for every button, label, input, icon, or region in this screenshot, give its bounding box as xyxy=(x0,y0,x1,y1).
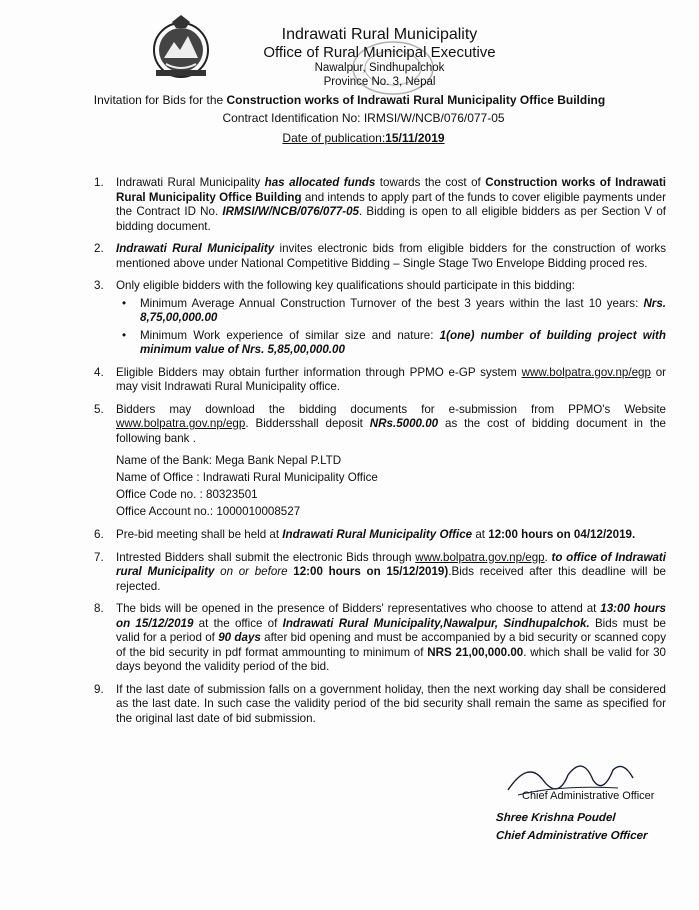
clause-7 xyxy=(94,551,666,595)
contract-id: Contract Identification No: IRMSI/W/NCB/076/077-05 xyxy=(222,111,505,125)
egp-link[interactable]: www.bolpatra.gov.np/egp xyxy=(521,365,651,379)
bullet-icon: • xyxy=(122,328,127,342)
signatory-title: Chief Administrative Officer xyxy=(522,790,655,802)
text: at the office of xyxy=(193,616,283,630)
invitation-project: Construction works of Indrawati Rural Municipality Office Building xyxy=(226,93,606,107)
text: at xyxy=(472,528,489,541)
clause-number: 2. xyxy=(94,242,104,255)
text: Indrawati Rural Municipality xyxy=(116,242,275,255)
office-name: Office of Rural Municipal Executive xyxy=(263,44,496,61)
text: to office of Indrawati rural Municipality xyxy=(116,550,666,578)
text: Bids must be valid for a period of xyxy=(116,616,666,644)
bank-details xyxy=(116,452,666,520)
text: . Bidding is open to all eligible bidders as per Section V of bidding document. xyxy=(116,205,666,233)
clause-3 xyxy=(94,279,666,358)
qualification-experience xyxy=(116,329,666,358)
text: towards the cost of xyxy=(375,176,486,189)
text: as the cost of bidding document in the following bank . xyxy=(116,417,666,445)
text: NRS 21,00,000.00 xyxy=(427,645,524,659)
clause-5 xyxy=(94,403,666,521)
clause-8 xyxy=(94,602,666,675)
signatory-name: Shree Krishna Poudel xyxy=(495,812,616,824)
text: Nrs. 8,75,00,000.00 xyxy=(140,296,666,324)
district-line: Nawalpur, Sindhupalchok xyxy=(314,62,445,74)
text: Indrawati Rural Municipality Office xyxy=(282,528,473,541)
text: Minimum Average Annual Construction Turnover of the best 3 years within the last 10 years: xyxy=(140,296,644,310)
clause-9 xyxy=(94,683,666,727)
bullet-icon: • xyxy=(122,296,127,310)
text: NRs.5000.00 xyxy=(369,417,439,430)
text: If the last date of submission falls on a government holiday, then the next working day shall be considered as the last date. In such case the validity period of the bid security shall remain the same as specified for the original last date of bid submission. xyxy=(116,682,666,725)
text: 13:00 hours on 15/12/2019 xyxy=(116,602,666,630)
text: 12:00 hours on 04/12/2019. xyxy=(488,528,636,541)
text: IRMSI/W/NCB/076/077-05 xyxy=(222,205,359,218)
egp-link[interactable]: www.bolpatra.gov.np/egp xyxy=(116,417,246,430)
text: 90 days xyxy=(218,631,261,644)
text: Intrested Bidders shall submit the electronic Bids through xyxy=(116,550,416,564)
text: Bidders may download the bidding documents for e-submission from PPMO's Website xyxy=(116,402,666,416)
office-name-line: Name of Office : Indrawati Rural Municipality Office xyxy=(116,471,378,484)
signatory-designation: Chief Administrative Officer xyxy=(495,830,648,842)
publication-date xyxy=(28,129,699,147)
text: 1(one) number of building project with minimum value of Nrs. 5,85,00,000.00 xyxy=(140,328,666,356)
invitation-prefix: Invitation for Bids for the xyxy=(93,93,227,107)
qualification-turnover xyxy=(116,297,666,326)
clause-number: 8. xyxy=(94,602,104,615)
text: . Biddersshall deposit xyxy=(245,417,370,430)
text: Only eligible bidders with the following key qualifications should participate in this bidding: xyxy=(116,279,575,292)
text: Minimum Work experience of similar size and nature: xyxy=(140,328,440,342)
clause-number: 7. xyxy=(94,550,104,564)
clause-number: 1. xyxy=(94,176,104,189)
office-code: Office Code no. : 80323501 xyxy=(116,488,258,501)
municipality-name: Indrawati Rural Municipality xyxy=(281,26,478,43)
notice-header xyxy=(0,26,699,147)
egp-link[interactable]: www.bolpatra.gov.np/egp xyxy=(415,550,545,564)
text: has allocated funds xyxy=(264,176,376,189)
text: Indrawati Rural Municipality,Nawalpur, Sindhupalchok. xyxy=(282,616,590,630)
text: or may visit Indrawati Rural Municipality office. xyxy=(116,365,666,393)
clause-number: 6. xyxy=(94,528,104,541)
clause-number: 3. xyxy=(94,279,104,292)
text: Indrawati Rural Municipality xyxy=(116,176,265,189)
bank-name: Name of the Bank: Mega Bank Nepal P.LTD xyxy=(116,454,342,467)
clause-1 xyxy=(94,176,666,234)
text: .Bids received after this deadline will be rejected. xyxy=(116,565,666,593)
text: and intends to apply part of the funds to cover eligible payments under the Contract ID No. xyxy=(116,190,666,218)
province-line: Province No. 3, Nepal xyxy=(323,76,436,88)
clause-number: 9. xyxy=(94,682,104,696)
office-account: Office Account no.: 1000010008527 xyxy=(116,505,301,518)
text: on or before xyxy=(214,565,294,578)
text: invites electronic bids from eligible bidders for the construction of works mentioned above under National Competitive Bidding – Single Stage Two Envelope Bidding proced res. xyxy=(116,242,666,270)
text: 12:00 hours on 15/12/2019) xyxy=(293,565,449,578)
clause-2 xyxy=(94,242,666,271)
text: . which shall be valid for 30 days beyond the validity period of the bid. xyxy=(116,645,666,673)
clause-6 xyxy=(94,528,666,543)
text: Construction works of Indrawati Rural Municipality Office Building xyxy=(116,176,667,204)
text: Eligible Bidders may obtain further information through PPMO e-GP system xyxy=(116,365,522,379)
notice-body xyxy=(94,176,666,734)
clause-number: 5. xyxy=(94,402,104,416)
clause-number: 4. xyxy=(94,365,104,379)
date-label: Date of publication: xyxy=(282,131,386,145)
date-value: 15/11/2019 xyxy=(385,131,445,145)
text: . xyxy=(544,550,552,564)
invitation-line xyxy=(0,91,699,109)
clause-4 xyxy=(94,366,666,395)
text: The bids will be opened in the presence of Bidders' representatives who choose to attend at xyxy=(116,602,601,615)
text: after bid opening and must be accompanied by a bid security or scanned copy of the bid security in pdf format ammounting to minimum of xyxy=(116,631,666,659)
text: Pre-bid meeting shall be held at xyxy=(116,528,283,541)
